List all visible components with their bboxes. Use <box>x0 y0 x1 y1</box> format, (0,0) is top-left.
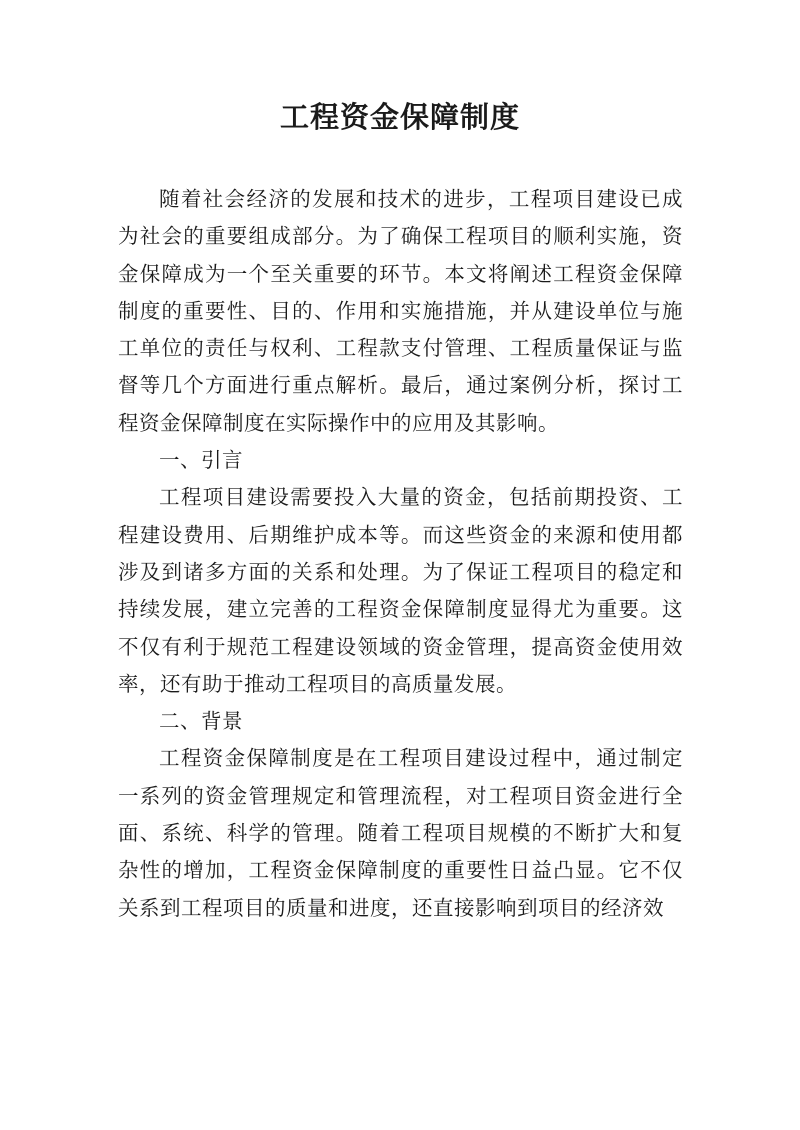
background-paragraph: 工程资金保障制度是在工程项目建设过程中，通过制定一系列的资金管理规定和管理流程，对工程项目资金进行全面、系统、科学的管理。随着工程项目规模的不断扩大和复杂性的增加，工程资金保障制度的重要性日益凸显。它不仅关系到工程项目的质量和进度，还直接影响到项目的经济效 <box>118 746 683 920</box>
section-heading-introduction: 一、引言 <box>159 448 243 473</box>
document-title: 工程资金保障制度 <box>279 100 520 134</box>
document-body <box>118 181 683 927</box>
section-heading-background: 二、背景 <box>159 709 243 734</box>
intro-paragraph: 随着社会经济的发展和技术的进步，工程项目建设已成为社会的重要组成部分。为了确保工程项目的顺利实施，资金保障成为一个至关重要的环节。本文将阐述工程资金保障制度的重要性、目的、作用和实施措施，并从建设单位与施工单位的责任与权利、工程款支付管理、工程质量保证与监督等几个方面进行重点解析。最后，通过案例分析，探讨工程资金保障制度在实际操作中的应用及其影响。 <box>118 187 683 435</box>
introduction-paragraph: 工程项目建设需要投入大量的资金，包括前期投资、工程建设费用、后期维护成本等。而这些资金的来源和使用都涉及到诸多方面的关系和处理。为了保证工程项目的稳定和持续发展，建立完善的工程资金保障制度显得尤为重要。这不仅有利于规范工程建设领域的资金管理，提高资金使用效率，还有助于推动工程项目的高质量发展。 <box>118 485 683 696</box>
